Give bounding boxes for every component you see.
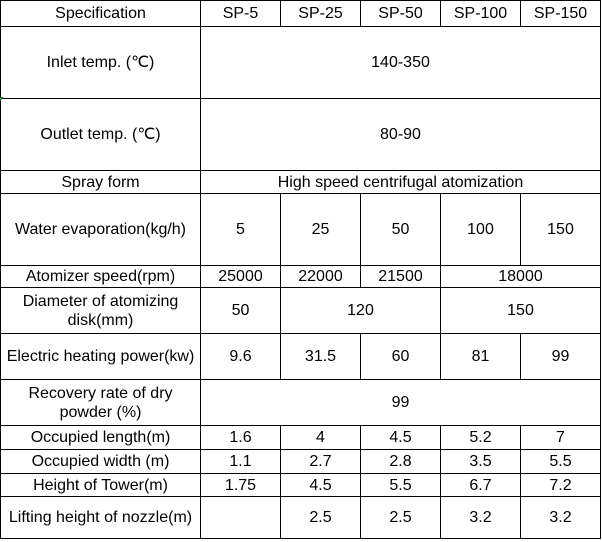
occupied-length-cell: 1.6 [201, 426, 281, 450]
tower-height-cell: 7.2 [521, 474, 601, 497]
electric-heating-cell: 9.6 [201, 334, 281, 380]
header-model-sp100: SP-100 [441, 1, 521, 27]
water-evaporation-cell: 25 [281, 194, 361, 266]
tower-height-label: Height of Tower(m) [1, 474, 201, 497]
recovery-rate-value: 99 [201, 380, 601, 426]
water-evaporation-label: Water evaporation(kg/h) [1, 194, 201, 266]
electric-heating-cell: 81 [441, 334, 521, 380]
atomizer-speed-cell: 22000 [281, 266, 361, 288]
inlet-temp-value: 140-350 [201, 27, 601, 99]
nozzle-lifting-cell: 3.2 [441, 497, 521, 539]
electric-heating-row [1, 334, 601, 380]
nozzle-lifting-row [1, 497, 601, 539]
nozzle-lifting-cell: 2.5 [281, 497, 361, 539]
disk-diameter-label: Diameter of atomizing disk(mm) [1, 288, 201, 334]
occupied-width-cell: 2.8 [361, 450, 441, 474]
outlet-temp-value: 80-90 [201, 99, 601, 171]
spray-form-value: High speed centrifugal atomization [201, 171, 601, 194]
atomizer-speed-cell: 21500 [361, 266, 441, 288]
nozzle-lifting-cell: 2.5 [361, 497, 441, 539]
nozzle-lifting-cell [201, 497, 281, 539]
inlet-temp-label: Inlet temp. (℃) [1, 27, 201, 99]
atomizer-speed-cell: 18000 [441, 266, 601, 288]
tower-height-row [1, 474, 601, 497]
electric-heating-cell: 60 [361, 334, 441, 380]
occupied-width-cell: 3.5 [441, 450, 521, 474]
spray-form-label: Spray form [1, 171, 201, 194]
occupied-width-cell: 2.7 [281, 450, 361, 474]
occupied-length-cell: 7 [521, 426, 601, 450]
electric-heating-cell: 99 [521, 334, 601, 380]
atomizer-speed-row [1, 266, 601, 288]
spray-form-row [1, 171, 601, 194]
occupied-width-cell: 5.5 [521, 450, 601, 474]
disk-diameter-cell: 120 [281, 288, 441, 334]
water-evaporation-cell: 50 [361, 194, 441, 266]
occupied-length-cell: 5.2 [441, 426, 521, 450]
disk-diameter-cell: 150 [441, 288, 601, 334]
disk-diameter-cell: 50 [201, 288, 281, 334]
tower-height-cell: 5.5 [361, 474, 441, 497]
water-evaporation-cell: 5 [201, 194, 281, 266]
outlet-temp-label: Outlet temp. (℃) [1, 99, 201, 171]
water-evaporation-cell: 100 [441, 194, 521, 266]
tower-height-cell: 1.75 [201, 474, 281, 497]
occupied-width-row [1, 450, 601, 474]
occupied-length-row [1, 426, 601, 450]
electric-heating-cell: 31.5 [281, 334, 361, 380]
header-model-sp25: SP-25 [281, 1, 361, 27]
occupied-length-label: Occupied length(m) [1, 426, 201, 450]
tower-height-cell: 4.5 [281, 474, 361, 497]
atomizer-speed-label: Atomizer speed(rpm) [1, 266, 201, 288]
occupied-width-cell: 1.1 [201, 450, 281, 474]
cell-error-indicator [0, 97, 4, 101]
occupied-width-label: Occupied width (m) [1, 450, 201, 474]
electric-heating-label: Electric heating power(kw) [1, 334, 201, 380]
outlet-temp-row [1, 99, 601, 171]
occupied-length-cell: 4.5 [361, 426, 441, 450]
occupied-length-cell: 4 [281, 426, 361, 450]
recovery-rate-row [1, 380, 601, 426]
recovery-rate-label: Recovery rate of dry powder (%) [1, 380, 201, 426]
inlet-temp-row [1, 27, 601, 99]
nozzle-lifting-label: Lifting height of nozzle(m) [1, 497, 201, 539]
header-model-sp150: SP-150 [521, 1, 601, 27]
atomizer-speed-cell: 25000 [201, 266, 281, 288]
header-row [1, 1, 601, 27]
header-model-sp50: SP-50 [361, 1, 441, 27]
disk-diameter-row [1, 288, 601, 334]
header-specification: Specification [1, 1, 201, 27]
nozzle-lifting-cell: 3.2 [521, 497, 601, 539]
water-evaporation-cell: 150 [521, 194, 601, 266]
water-evaporation-row [1, 194, 601, 266]
tower-height-cell: 6.7 [441, 474, 521, 497]
header-model-sp5: SP-5 [201, 1, 281, 27]
